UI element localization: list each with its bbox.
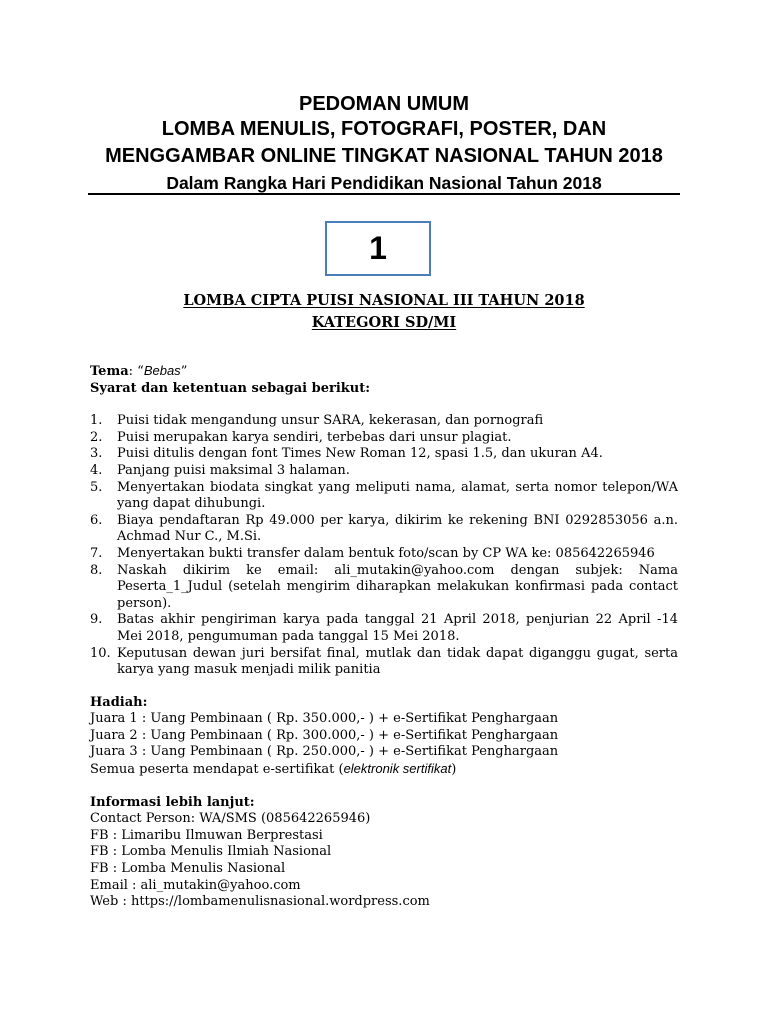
competition-category: KATEGORI SD/MI [311, 314, 457, 331]
list-item-number: 8. [90, 562, 103, 578]
header-divider [88, 193, 680, 195]
list-item-text: Batas akhir pengiriman karya pada tanggal 21 April 2018, penjurian 22 April -14 Mei 2018, pengumuman pada tanggal 15 Mei 2018. [117, 612, 678, 644]
list-item [90, 413, 678, 430]
rules-list [90, 413, 678, 679]
list-item [90, 463, 678, 480]
facebook-line: FB : Lomba Menulis Ilmiah Nasional [90, 844, 332, 860]
certificate-note-suffix: ) [451, 762, 457, 778]
list-item [90, 612, 678, 645]
list-item [90, 446, 678, 463]
certificate-note-prefix: Semua peserta mendapat e-sertifikat ( [90, 762, 344, 778]
competition-title [0, 290, 768, 334]
list-item-number: 1. [90, 413, 103, 429]
tema-value: Bebas [143, 363, 181, 378]
competition-name: LOMBA CIPTA PUISI NASIONAL III TAHUN 2018 [183, 292, 585, 309]
section-number: 1 [369, 230, 387, 266]
list-item-text: Biaya pendaftaran Rp 49.000 per karya, dikirim ke rekening BNI 0292853056 a.n. Achmad Nur C., M.Si. [117, 512, 678, 545]
contact-person-line: Contact Person: WA/SMS (085642265946) [90, 811, 371, 827]
prize-line: Juara 3 : Uang Pembinaan ( Rp. 250.000,- ) + e-Sertifikat Penghargaan [90, 744, 559, 760]
list-item-text: Menyertakan bukti transfer dalam bentuk foto/scan by CP WA ke: 085642265946 [117, 545, 655, 561]
list-item-number: 4. [90, 462, 103, 478]
tema-line [90, 363, 678, 381]
list-item-number: 9. [90, 612, 103, 628]
info-heading: Informasi lebih lanjut: [90, 794, 255, 810]
document-body [90, 363, 678, 911]
document-header [0, 92, 768, 195]
tema-label: Tema [90, 364, 129, 379]
email-line: Email : ali_mutakin@yahoo.com [90, 877, 301, 893]
list-item-text: Puisi tidak mengandung unsur SARA, kekerasan, dan pornografi [117, 413, 544, 429]
list-item [90, 513, 678, 546]
list-item [90, 430, 678, 447]
section-number-box [325, 221, 431, 276]
list-item-text: Puisi merupakan karya sendiri, terbebas dari unsur plagiat. [117, 429, 512, 445]
facebook-line: FB : Lomba Menulis Nasional [90, 861, 286, 877]
info-section [90, 795, 678, 911]
list-item-number: 3. [90, 446, 103, 462]
list-item-number: 7. [90, 545, 103, 561]
hadiah-heading: Hadiah: [90, 694, 148, 710]
list-item-text: Menyertakan biodata singkat yang meliputi nama, alamat, serta nomor telepon/WA yang dapat dihubungi. [117, 479, 678, 512]
prize-line: Juara 2 : Uang Pembinaan ( Rp. 300.000,- ) + e-Sertifikat Penghargaan [90, 727, 559, 743]
list-item-text: Puisi ditulis dengan font Times New Roman 12, spasi 1.5, dan ukuran A4. [117, 446, 603, 462]
list-item-number: 10. [90, 645, 111, 661]
certificate-note-italic: elektronik sertifikat [343, 761, 452, 777]
tema-separator: : “ [128, 364, 144, 379]
list-item-text: Panjang puisi maksimal 3 halaman. [117, 462, 350, 478]
list-item [90, 480, 678, 513]
header-subtitle-line-2: MENGGAMBAR ONLINE TINGKAT NASIONAL TAHUN 2018 [105, 145, 663, 167]
list-item [90, 546, 678, 563]
list-item-number: 5. [90, 479, 103, 495]
hadiah-section [90, 695, 678, 779]
prize-line: Juara 1 : Uang Pembinaan ( Rp. 350.000,- ) + e-Sertifikat Penghargaan [90, 711, 559, 727]
tema-close-quote: ” [180, 364, 188, 379]
list-item [90, 646, 678, 679]
facebook-line: FB : Limaribu Ilmuwan Berprestasi [90, 827, 323, 843]
header-title: PEDOMAN UMUM [299, 93, 469, 115]
syarat-heading: Syarat dan ketentuan sebagai berikut: [90, 380, 371, 396]
list-item-text: Keputusan dewan juri bersifat final, mutlak dan tidak dapat diganggu gugat, serta karya yang masuk menjadi milik panitia [117, 645, 678, 678]
list-item [90, 563, 678, 613]
header-occasion: Dalam Rangka Hari Pendidikan Nasional Tahun 2018 [166, 173, 602, 193]
list-item-number: 6. [90, 512, 103, 528]
certificate-note [90, 761, 678, 779]
header-subtitle-line-1: LOMBA MENULIS, FOTOGRAFI, POSTER, DAN [161, 118, 607, 140]
list-item-number: 2. [90, 429, 103, 445]
list-item-text: Naskah dikirim ke email: ali_mutakin@yahoo.com dengan subjek: Nama Peserta_1_Judul (setelah mengirim diharapkan melakukan konfirmasi pada contact person). [117, 562, 678, 611]
website-line: Web : https://lombamenulisnasional.wordpress.com [90, 894, 430, 910]
